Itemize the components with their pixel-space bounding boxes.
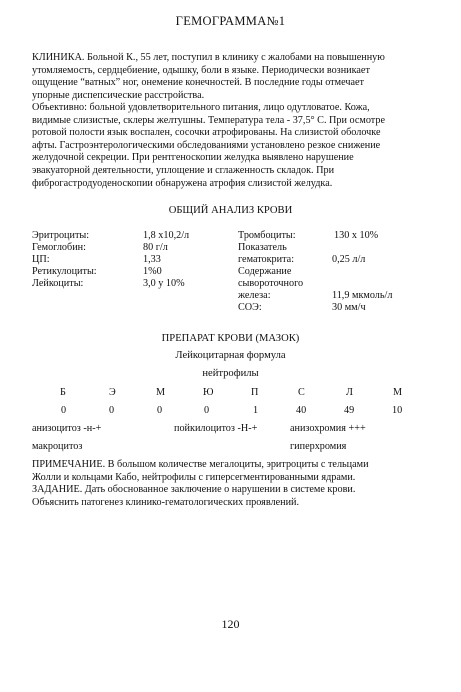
formula-value-band: 1 <box>253 405 259 416</box>
formula-value-myelocytes: 0 <box>157 405 163 416</box>
formula-header-monocytes: М <box>393 387 403 398</box>
formula-value-young: 0 <box>204 405 210 416</box>
serum-iron-label-line3: железа: <box>238 290 271 301</box>
formula-header-segmented: С <box>298 387 305 398</box>
note-paragraph <box>32 459 430 484</box>
formula-header-eosinophils: Э <box>109 387 116 398</box>
objective-line: афты. Гастроэнтерологическими обследованиями установлено резкое снижение <box>32 139 381 151</box>
clinic-line: ощущение “ватных” ног, онемение конечностей. В последние годы отмечает <box>32 77 364 89</box>
formula-header-young: Ю <box>203 387 214 398</box>
serum-iron-label-line1: Содержание <box>238 266 292 277</box>
clinic-line: упорные диспепсические расстройства. <box>32 89 205 101</box>
platelets-value: 130 x 10% <box>334 230 379 241</box>
task-line: Объяснить патогенез клинико-гематологических проявлений. <box>32 496 300 508</box>
task-line: ЗАДАНИЕ. Дать обоснованное заключение о нарушении в системе крови. <box>32 484 356 495</box>
page-number: 120 <box>221 617 240 631</box>
objective-line: желудочной секреции. При рентгеноскопии желудка выявлено нарушение <box>32 152 354 164</box>
note-line: Жолли и кольцами Кабо, нейтрофилы с гиперсегментированными ядрами. <box>32 471 356 483</box>
esr-label: СОЭ: <box>238 302 262 313</box>
color-index-value: 1,33 <box>143 254 161 265</box>
neutrophils-title: нейтрофилы <box>202 368 259 379</box>
clinic-paragraph <box>32 52 430 102</box>
objective-line: видимые слизистые, склеры желтушны. Температура тела - 37,5° С. При осмотре <box>32 114 385 126</box>
rbc-value: 1,8 x10,2/л <box>143 230 190 241</box>
formula-header-lymphocytes: Л <box>346 387 353 398</box>
hemoglobin-value: 80 г/л <box>143 242 168 253</box>
hyperchromia-text: гиперхромия <box>290 441 347 452</box>
formula-value-basophils: 0 <box>61 405 67 416</box>
hemoglobin-label: Гемоглобин: <box>32 242 86 253</box>
leukocytes-value: 3,0 у 10% <box>143 278 185 289</box>
objective-paragraph <box>32 102 430 190</box>
hematocrit-label-line1: Показатель <box>238 242 287 253</box>
poikilocytosis-text: пойкилоцитоз -Н-+ <box>174 423 258 434</box>
formula-header-myelocytes: М <box>156 387 166 398</box>
color-index-label: ЦП: <box>32 254 50 265</box>
clinic-line: утомляемость, сердцебиение, одышку, боли в языке. Периодически возникает <box>32 64 370 76</box>
analysis-title: ОБЩИЙ АНАЛИЗ КРОВИ <box>168 205 293 216</box>
formula-value-eosinophils: 0 <box>109 405 115 416</box>
task-paragraph <box>32 484 430 509</box>
esr-value: 30 мм/ч <box>332 302 366 313</box>
formula-value-monocytes: 10 <box>392 405 403 416</box>
objective-line: ротовой полости язык воспален, сосочки атрофированы. На слизистой оболочке <box>32 127 381 139</box>
formula-header-basophils: Б <box>60 387 66 398</box>
leukocyte-formula-title: Лейкоцитарная формула <box>175 350 286 361</box>
hematocrit-value: 0,25 л/л <box>332 254 366 265</box>
clinic-line: КЛИНИКА. Больной К., 55 лет, поступил в клинику с жалобами на повышенную <box>32 52 385 63</box>
formula-value-segmented: 40 <box>296 405 307 416</box>
anisocytosis-text: анизоцитоз -н-+ <box>32 423 102 434</box>
smear-title: ПРЕПАРАТ КРОВИ (МАЗОК) <box>161 333 300 344</box>
serum-iron-value: 11,9 мкмоль/л <box>332 290 393 301</box>
objective-line: Объективно: больной удовлетворительного питания, лицо одутловатое. Кожа, <box>32 102 370 113</box>
formula-header-band: П <box>251 387 259 398</box>
hematocrit-label-line2: гематокрита: <box>238 254 295 265</box>
reticulocytes-label: Ретикулоциты: <box>32 266 97 277</box>
objective-line: фиброгастродуоденоскопии обнаружена атрофия слизистой желудка. <box>32 177 333 189</box>
page-title: ГЕМОГРАММА№1 <box>175 14 286 28</box>
formula-value-lymphocytes: 49 <box>344 405 355 416</box>
rbc-label: Эритроциты: <box>32 230 90 241</box>
note-line: ПРИМЕЧАНИЕ. В большом количестве мегалоциты, эритроциты с тельцами <box>32 459 369 470</box>
leukocytes-label: Лейкоциты: <box>32 278 84 289</box>
serum-iron-label-line2: сывороточного <box>238 278 304 289</box>
platelets-label: Тромбоциты: <box>238 230 296 241</box>
macrocytosis-text: макроцитоз <box>32 441 83 452</box>
anisochromia-text: анизохромия +++ <box>290 423 366 434</box>
reticulocytes-value: 1%0 <box>143 266 162 277</box>
objective-line: эвакуаторной деятельности, уплощение и сглаженность складок. При <box>32 164 335 176</box>
